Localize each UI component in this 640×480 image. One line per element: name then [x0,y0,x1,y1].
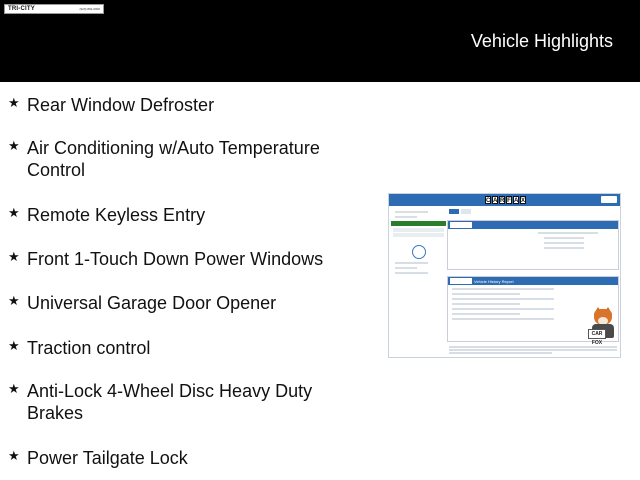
star-icon: ★ [8,249,20,264]
carfax-tab [461,209,471,214]
carfax-dealer-line [395,262,428,264]
feature-label: Universal Garage Door Opener [27,293,277,313]
fox-sign: CAR FOX [588,329,606,339]
carfax-panel-title: Vehicle History Report [474,278,514,284]
dealer-phone: (920) 892-0000 [79,7,100,11]
dealer-logo[interactable] [4,4,104,14]
star-icon: ★ [8,448,20,463]
carfax-panel-line [544,237,584,239]
carfax-footer-line [449,352,552,354]
carfax-badge-icon [412,245,426,259]
carfax-panel-bar [448,277,618,285]
carfax-logo-letter: C [486,198,491,204]
carfax-panel-line [452,318,554,320]
dealer-brand: TRI-CITY [8,6,35,12]
carfax-dealer-line [395,267,417,269]
star-icon: ★ [8,95,20,110]
feature-label: Power Tailgate Lock [27,448,188,468]
carfax-top-bar [389,194,620,206]
carfax-panel-line [538,232,598,234]
carfox-mascot-icon [588,307,618,346]
page-header [0,0,640,82]
carfax-panel-line [544,247,584,249]
carfax-mini-logo [450,278,472,284]
carfax-footer-line [449,349,617,351]
carfax-logo [485,196,526,204]
carfax-logo-letter: R [500,198,505,204]
carfax-panel-line [452,293,520,295]
carfax-vehicle-title-line [395,211,428,213]
carfax-nav-line [393,233,444,237]
carfax-vin-line [395,216,417,218]
carfax-logo-letter: A [514,198,519,204]
carfax-panel-bar [448,221,618,229]
carfax-footer [447,345,619,356]
carfax-footer-line [449,346,617,348]
carfax-history-panel [447,220,619,270]
carfax-logo-letter: F [507,198,511,204]
feature-label: Anti-Lock 4-Wheel Disc Heavy Duty Brakes [27,381,313,423]
star-icon: ★ [8,338,20,353]
carfax-mini-logo [450,222,472,228]
feature-label: Front 1-Touch Down Power Windows [27,249,324,269]
carfax-nav-line [393,228,444,232]
carfax-panel-line [452,303,520,305]
carfax-panel-line [544,242,584,244]
carfax-sidebar [391,208,446,356]
star-icon: ★ [8,293,20,308]
carfax-nav-active [391,221,446,226]
star-icon: ★ [8,381,20,396]
feature-label: Rear Window Defroster [27,95,215,115]
carfax-tabs [449,209,471,214]
carfax-dealer-line [395,272,428,274]
carfax-logo-letter: A [493,198,498,204]
carfax-print-button [601,196,617,203]
carfax-panel-line [452,313,520,315]
feature-label: Remote Keyless Entry [27,205,206,225]
star-icon: ★ [8,138,20,153]
carfax-panel-line [452,308,554,310]
carfax-panel-line [452,298,554,300]
feature-label: Air Conditioning w/Auto Temperature Control [27,138,320,180]
carfax-report-thumbnail[interactable] [388,193,621,358]
carfax-tab [449,209,459,214]
star-icon: ★ [8,205,20,220]
page-title: Vehicle Highlights [470,31,613,51]
carfax-logo-letter: X [521,198,526,204]
feature-label: Traction control [27,338,151,358]
carfax-panel-line [452,288,554,290]
